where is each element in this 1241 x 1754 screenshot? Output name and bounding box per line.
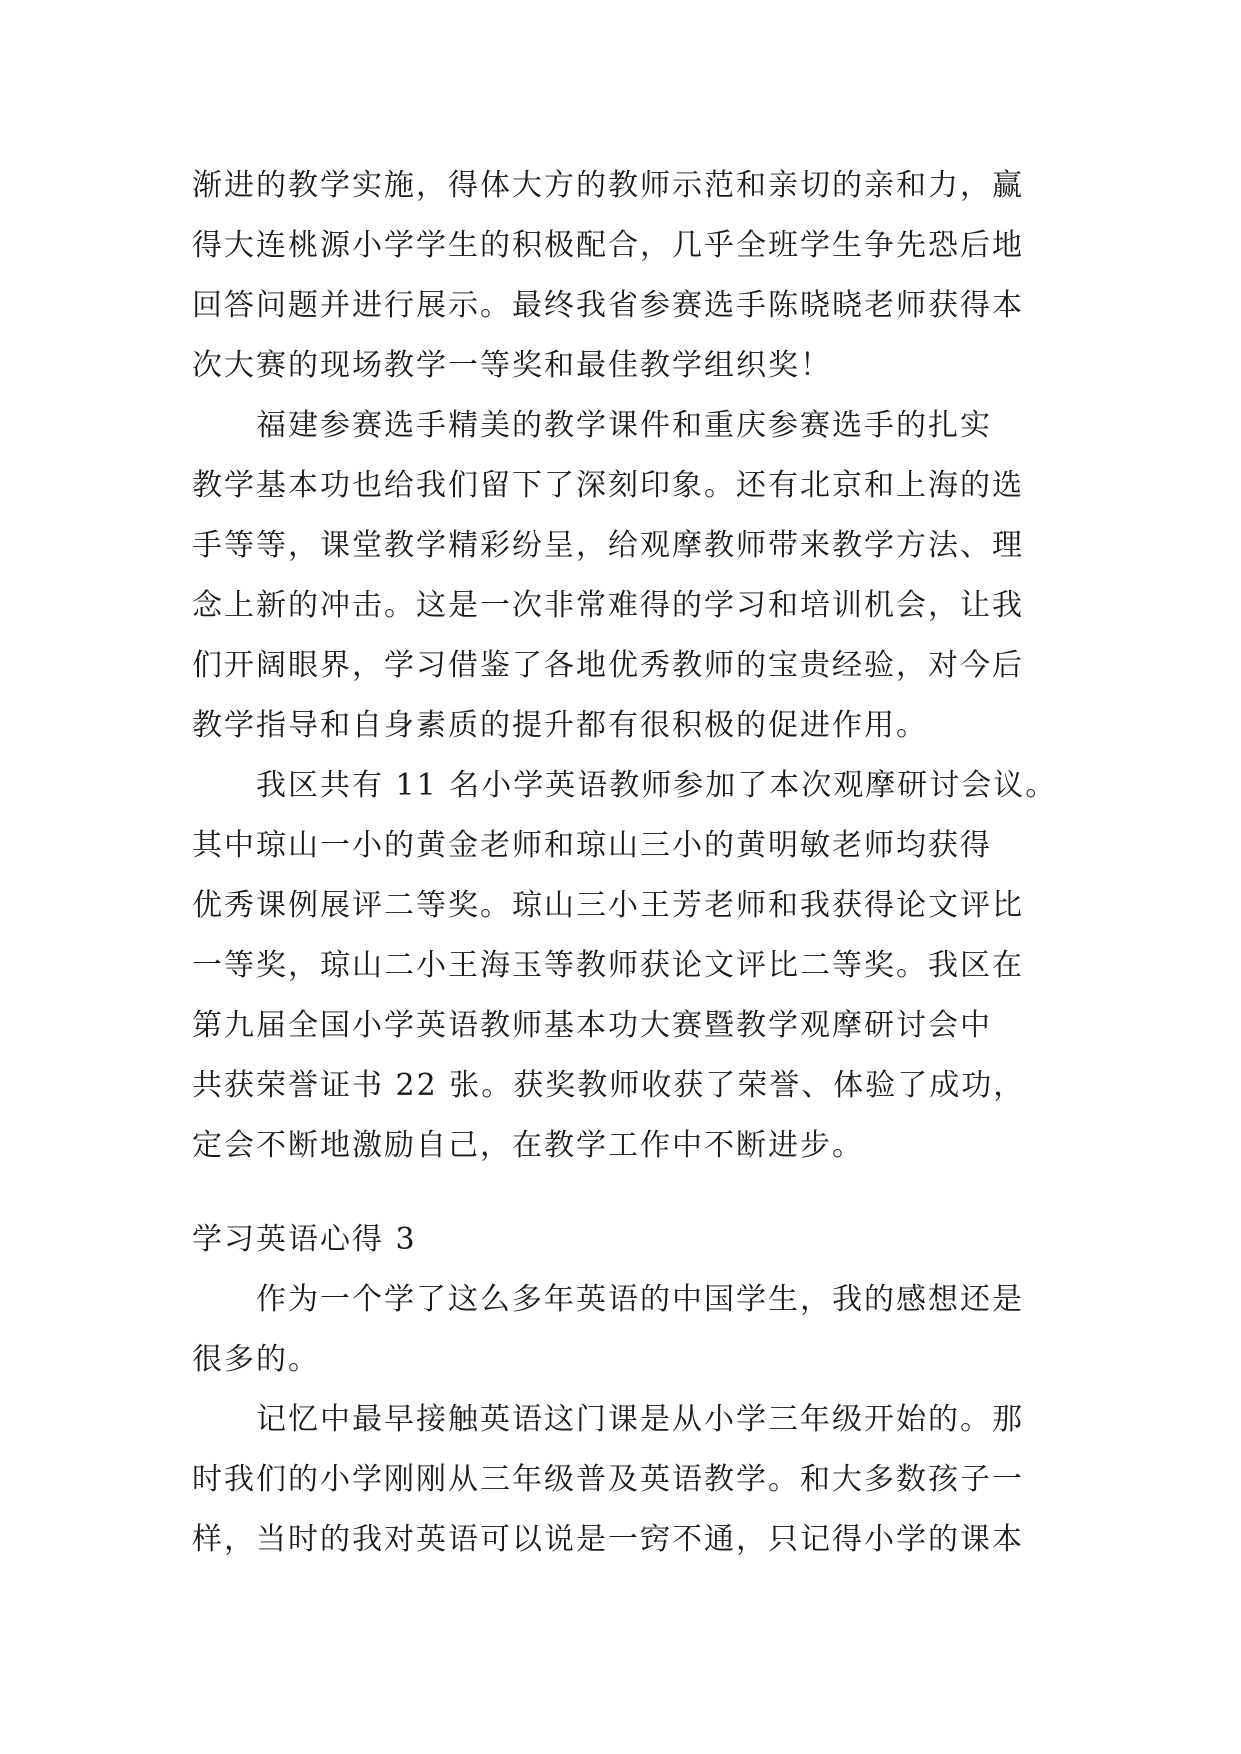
text-line: 第九届全国小学英语教师基本功大赛暨教学观摩研讨会中 [192,1008,992,1043]
text-line: 次大赛的现场教学一等奖和最佳教学组织奖！ [192,348,832,383]
text-line: 手等等，课堂教学精彩纷呈，给观摩教师带来教学方法、理 [192,528,1024,563]
text-line: 福建参赛选手精美的教学课件和重庆参赛选手的扎实 [256,408,992,443]
text-line: 很多的。 [192,1342,320,1377]
paragraph-4 [192,1270,1052,1390]
text-line: 定会不断地激励自己，在教学工作中不断进步。 [192,1128,864,1163]
text-line: 记忆中最早接触英语这门课是从小学三年级开始的。那 [256,1402,1024,1437]
paragraph-2 [192,396,1052,756]
text-line: 一等奖，琼山二小王海玉等教师获论文评比二等奖。我区在 [192,948,1024,983]
text-line: 得大连桃源小学学生的积极配合，几乎全班学生争先恐后地 [192,228,1024,263]
text-line: 样，当时的我对英语可以说是一窍不通，只记得小学的课本 [192,1522,1024,1557]
text-line: 时我们的小学刚刚从三年级普及英语教学。和大多数孩子一 [192,1462,1024,1497]
text-line: 渐进的教学实施，得体大方的教师示范和亲切的亲和力，赢 [192,168,1024,203]
text-line: 作为一个学了这么多年英语的中国学生，我的感想还是 [256,1282,1024,1317]
text-line: 教学基本功也给我们留下了深刻印象。还有北京和上海的选 [192,468,1024,503]
document-body [192,156,1058,1570]
text-line: 回答问题并进行展示。最终我省参赛选手陈晓晓老师获得本 [192,288,1024,323]
text-line: 共获荣誉证书 22 张。获奖教师收获了荣誉、体验了成功， [192,1068,1026,1103]
paragraph-1 [192,156,1052,396]
paragraph-3 [192,756,1058,1176]
text-line: 教学指导和自身素质的提升都有很积极的促进作用。 [192,708,928,743]
text-line: 优秀课例展评二等奖。琼山三小王芳老师和我获得论文评比 [192,888,1024,923]
paragraph-5 [192,1390,1052,1570]
text-line: 念上新的冲击。这是一次非常难得的学习和培训机会，让我 [192,588,1024,623]
section-heading: 学习英语心得 3 [192,1222,417,1257]
text-line: 我区共有 11 名小学英语教师参加了本次观摩研讨会议。 [256,768,1058,803]
text-line: 们开阔眼界，学习借鉴了各地优秀教师的宝贵经验，对今后 [192,648,1024,683]
text-line: 其中琼山一小的黄金老师和琼山三小的黄明敏老师均获得 [192,828,992,863]
